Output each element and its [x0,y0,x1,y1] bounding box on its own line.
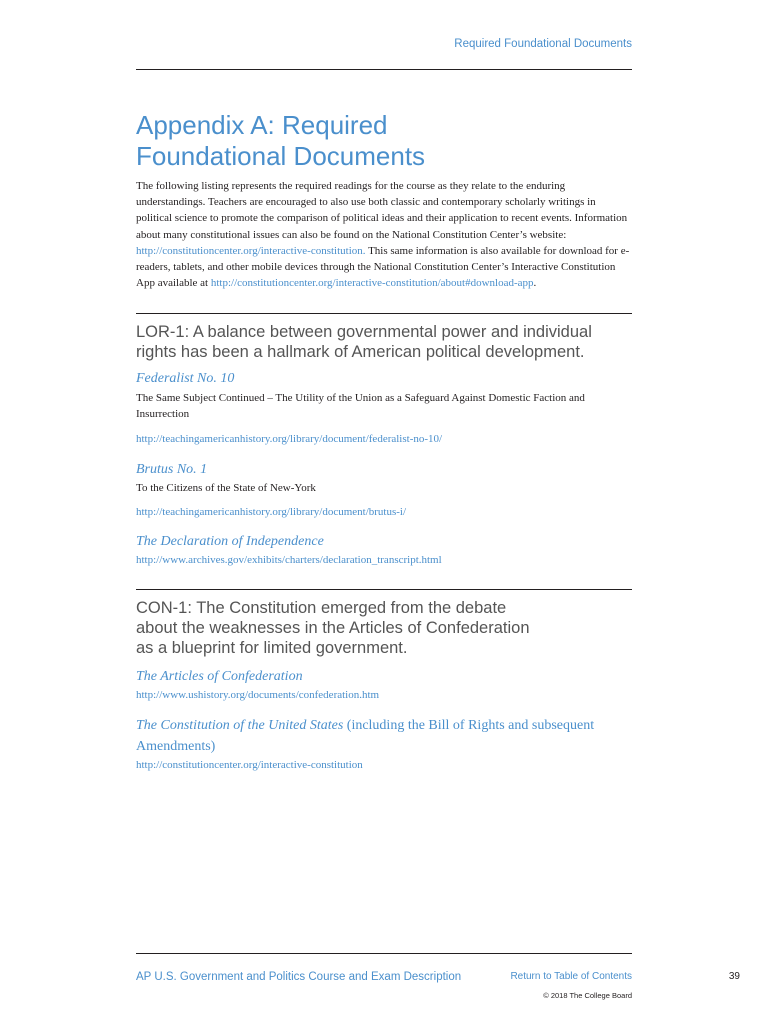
doc-title: Brutus No. 1 [136,462,208,478]
header-rule [136,69,632,70]
section-heading-line: about the weaknesses in the Articles of Confederation [136,619,530,638]
intro-text-2: This same information is also available for download for e-readers, tablets, and other mobile devices through the National Constitution Center’s Interactive Constitution App available at [136,244,630,290]
doc-title: The Declaration of Independence [136,534,324,550]
doc-entry-federalist-10 [136,368,632,447]
section-heading-con1 [136,598,632,658]
intro-text-1: The following listing represents the required readings for the course as they relate to the enduring understandings. Teachers are encouraged to also use both classic and contemporary scholarly writings in political science to promote the comparison of political ideas and their application to recent events. Information about many constitutional issues can also be found on the National Constitution Center’s website: [136,180,628,241]
footer-rule [136,953,632,954]
page-title [136,110,632,172]
doc-entry-brutus-1 [136,459,632,520]
download-app-link[interactable]: http://constitutioncenter.org/interactive-constitution/about#download-app [210,277,534,290]
constitution-center-link[interactable]: http://constitutioncenter.org/interactive-constitution. [136,244,366,257]
doc-link[interactable]: http://teachingamericanhistory.org/library/document/brutus-i/ [136,506,407,519]
doc-link[interactable]: http://www.ushistory.org/documents/confederation.htm [136,689,380,702]
doc-link[interactable]: http://www.archives.gov/exhibits/charters/declaration_transcript.html [136,554,442,567]
doc-title [136,715,632,757]
page-title-line1: Appendix A: Required [136,110,388,140]
section-heading-line: as a blueprint for limited government. [136,639,408,658]
section-rule [136,589,632,590]
doc-entry-declaration [136,531,632,568]
doc-link[interactable]: http://teachingamericanhistory.org/library/document/federalist-no-10/ [136,433,443,446]
section-heading-lor1: LOR-1: A balance between governmental power and individual rights has been a hallmark of American political development. [136,323,592,362]
doc-title-suffix: (including the Bill of Rights and subsequent Amendments) [136,718,595,755]
section-heading-line: CON-1: The Constitution emerged from the debate [136,599,507,618]
page-content [136,110,632,773]
return-to-toc-link[interactable]: Return to Table of Contents [510,971,632,982]
doc-entry-articles [136,666,632,703]
section-rule [136,313,632,314]
intro-paragraph [136,178,632,291]
page-title-line2: Foundational Documents [136,141,426,171]
doc-title-italic: The Constitution of the United States [136,718,344,734]
doc-link[interactable]: http://constitutioncenter.org/interactive-constitution [136,759,363,772]
footer-copyright: © 2018 The College Board [543,991,632,1000]
doc-description: To the Citizens of the State of New-York [136,482,316,495]
page-number: 39 [728,971,740,982]
doc-description: The Same Subject Continued – The Utility of the Union as a Safeguard Against Domestic Faction and Insurrection [136,392,585,421]
intro-text-3: . [533,277,537,290]
footer-course-title: AP U.S. Government and Politics Course and Exam Description [136,971,462,983]
doc-title: Federalist No. 10 [136,371,235,387]
running-header: Required Foundational Documents [454,38,632,50]
doc-entry-constitution [136,715,632,773]
doc-title: The Articles of Confederation [136,669,303,685]
